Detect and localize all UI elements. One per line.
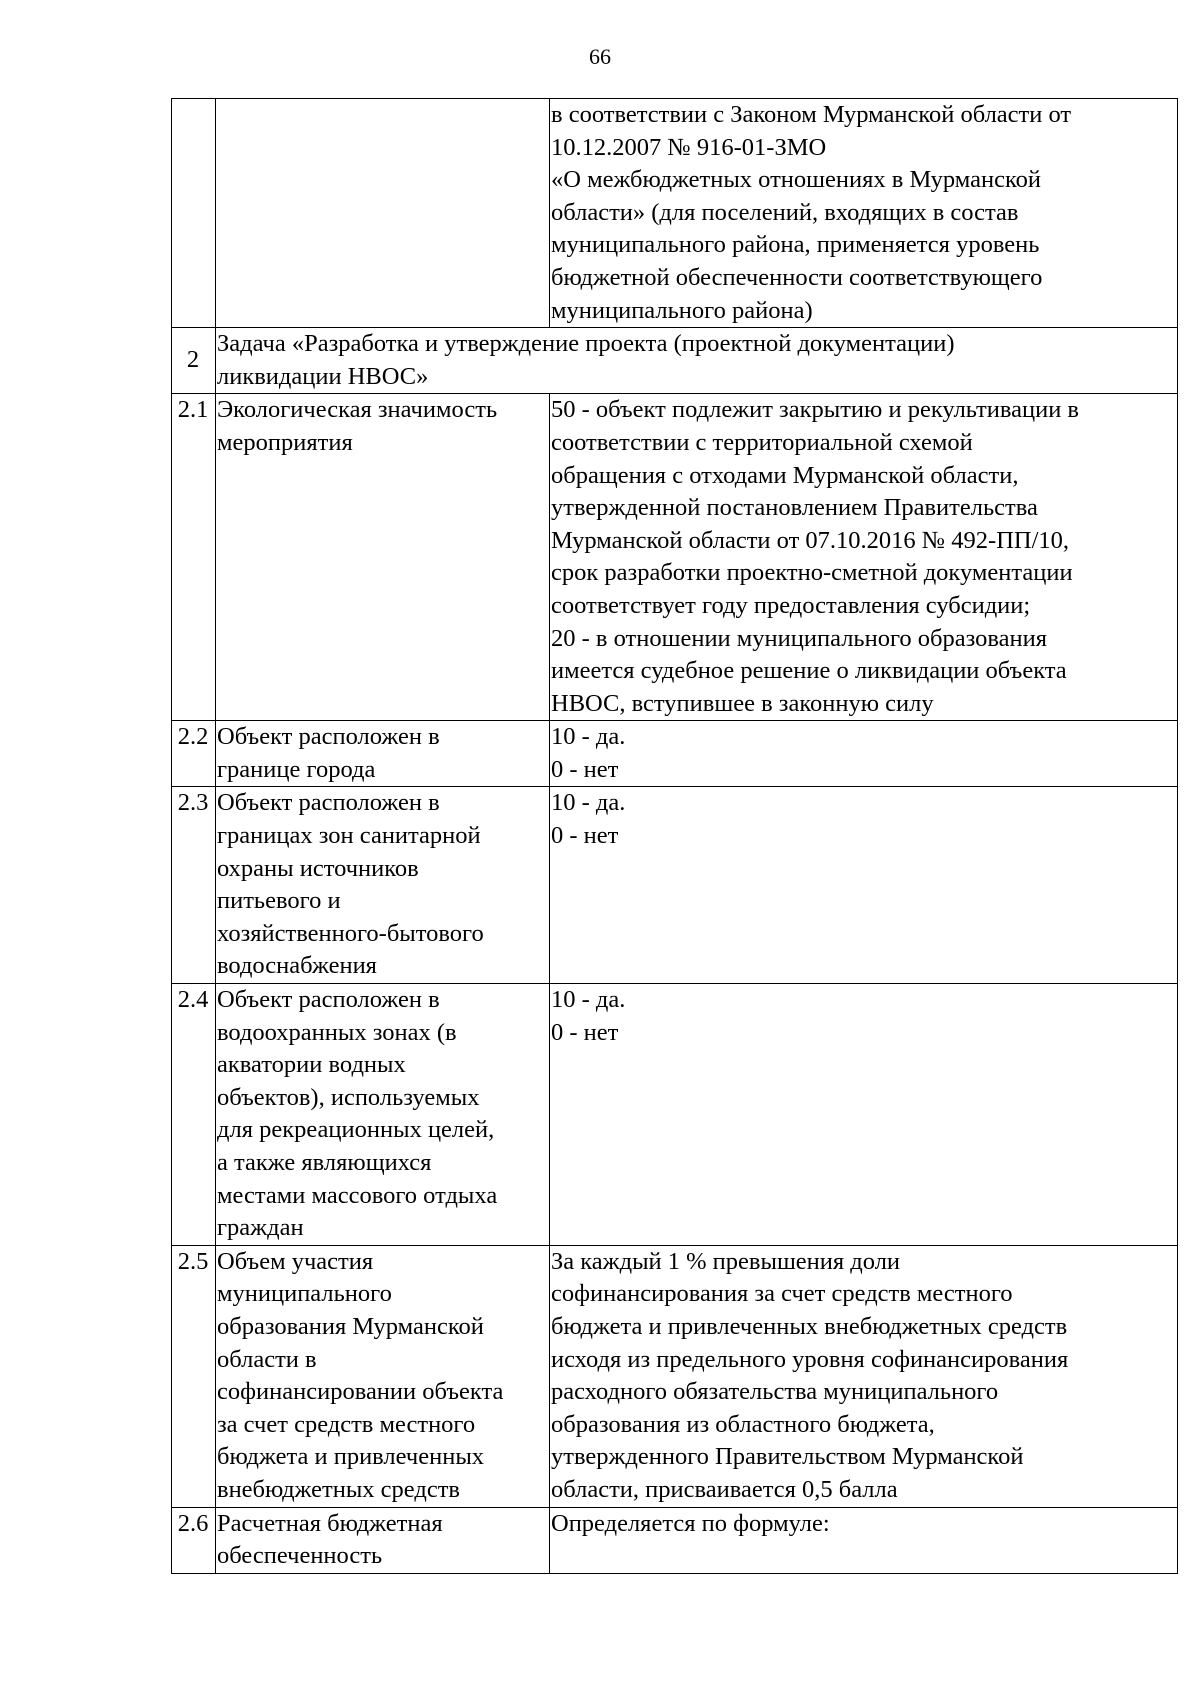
row-number: 2.2 xyxy=(172,721,216,787)
value-cell: За каждый 1 % превышения доли софинансирования за счет средств местного бюджета и привлеченных внебюджетных средств исходя из предельного уровня софинансирования расходного обязательства муниципального образования из областного бюджета, утвержденного Правительством Мурманской области, присваивается 0,5 балла xyxy=(550,1245,1178,1507)
table-row xyxy=(172,1245,1178,1507)
task-title: Задача «Разработка и утверждение проекта (проектной документации) ликвидации НВОС» xyxy=(216,328,1178,394)
value-cell: в соответствии с Законом Мурманской области от 10.12.2007 № 916-01-ЗМО «О межбюджетных отношениях в Мурманской области» (для поселений, входящих в состав муниципального района, применяется уровень бюджетной обеспеченности соответствующего муниципального района) xyxy=(550,99,1178,328)
table-row xyxy=(172,394,1178,721)
criterion-cell: Объект расположен в границе города xyxy=(216,721,550,787)
criterion-cell: Экологическая значимость мероприятия xyxy=(216,394,550,721)
table-row xyxy=(172,787,1178,984)
table-row xyxy=(172,99,1178,328)
table-row xyxy=(172,984,1178,1246)
row-number: 2.5 xyxy=(172,1245,216,1507)
page-number: 66 xyxy=(589,44,611,69)
row-number: 2.3 xyxy=(172,787,216,984)
task-number: 2 xyxy=(172,328,216,394)
value-cell: Определяется по формуле: xyxy=(550,1507,1178,1573)
value-cell: 10 - да. 0 - нет xyxy=(550,787,1178,984)
row-number: 2.6 xyxy=(172,1507,216,1573)
table-row xyxy=(172,1507,1178,1573)
row-number xyxy=(172,99,216,328)
criterion-cell: Расчетная бюджетная обеспеченность xyxy=(216,1507,550,1573)
criteria-table xyxy=(171,98,1178,1574)
row-number: 2.4 xyxy=(172,984,216,1246)
criterion-cell: Объем участия муниципального образования Мурманской области в софинансировании объекта за счет средств местного бюджета и привлеченных внебюджетных средств xyxy=(216,1245,550,1507)
criterion-cell: Объект расположен в водоохранных зонах (в акватории водных объектов), используемых для рекреационных целей, а также являющихся местами массового отдыха граждан xyxy=(216,984,550,1246)
table-row xyxy=(172,721,1178,787)
row-number: 2.1 xyxy=(172,394,216,721)
value-cell: 10 - да. 0 - нет xyxy=(550,721,1178,787)
task-row xyxy=(172,328,1178,394)
criterion-cell: Объект расположен в границах зон санитарной охраны источников питьевого и хозяйственного-бытового водоснабжения xyxy=(216,787,550,984)
value-cell: 50 - объект подлежит закрытию и рекультивации в соответствии с территориальной схемой обращения с отходами Мурманской области, утвержденной постановлением Правительства Мурманской области от 07.10.2016 № 492-ПП/10, срок разработки проектно-сметной документации соответствует году предоставления субсидии; 20 - в отношении муниципального образования имеется судебное решение о ликвидации объекта НВОС, вступившее в законную силу xyxy=(550,394,1178,721)
criterion-cell xyxy=(216,99,550,328)
value-cell: 10 - да. 0 - нет xyxy=(550,984,1178,1246)
